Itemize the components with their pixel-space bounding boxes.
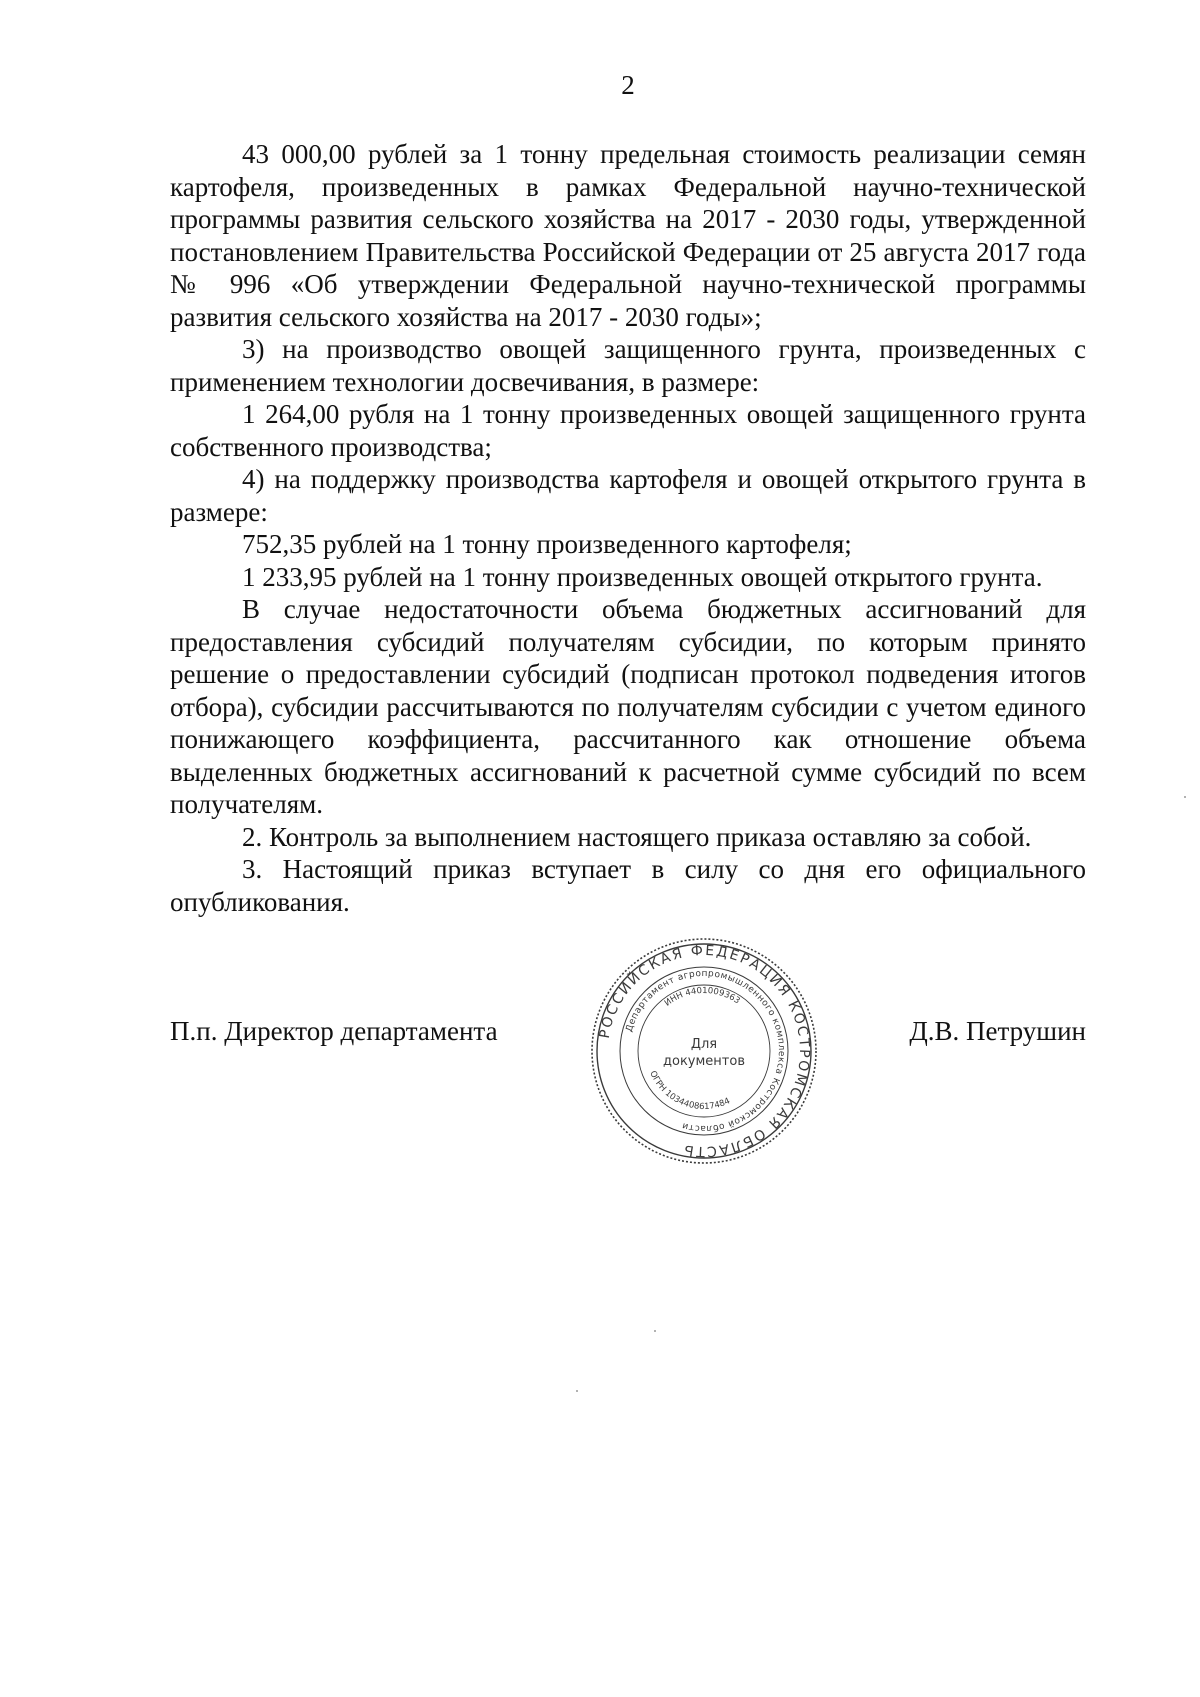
paragraph-greenhouse-vegetables: 3) на производство овощей защищенного грунта, произведенных с применением технологии досвечивания, в размере:: [170, 334, 1086, 397]
stamp-center-line1: Для: [690, 1037, 718, 1052]
paragraph-seed-potato-price: 43 000,00 рублей за 1 тонну предельная стоимость реализации семян картофеля, произведенных в рамках Федеральной научно-технической программы развития сельского хозяйства на 2017 - 2030 годы, утвержденной постановлением Правительства Российской Федерации от 25 августа 2017 года № 996 «Об утверждении Федеральной научно-технической программы развития сельского хозяйства на 2017 - 2030 годы»;: [170, 139, 1086, 332]
stamp-inn-text: ИНН 4401009363: [662, 985, 742, 1009]
paragraph-open-vegetables-rate: 1 233,95 рублей на 1 тонну произведенных овощей открытого грунта.: [242, 561, 1043, 592]
official-stamp: [588, 935, 820, 1167]
stamp-center-line2: документов: [663, 1054, 745, 1069]
signatory-name: Д.В. Петрушин: [909, 1016, 1086, 1046]
paragraph-potato-rate: 752,35 рублей на 1 тонну произведенного картофеля;: [242, 529, 852, 559]
paragraph-budget-shortfall: В случае недостаточности объема бюджетных ассигнований для предоставления субсидий получателям субсидии, по которым принято решение о предоставлении субсидий (подписан протокол подведения итогов отбора), субсидии рассчитываются по получателям субсидии с учетом единого понижающего коэффициента, рассчитанного как отношение объема выделенных бюджетных ассигнований к расчетной сумме субсидий по всем получателям.: [170, 594, 1086, 819]
paragraph-greenhouse-rate: 1 264,00 рубля на 1 тонну произведенных овощей защищенного грунта собственного производства;: [170, 399, 1086, 462]
document-body: [170, 138, 1086, 918]
stamp-inner-ring-text: Департамент агропромышленного комплекса Костромской области: [624, 968, 787, 1134]
paragraph-control: 2. Контроль за выполнением настоящего приказа оставляю за собой.: [242, 821, 1032, 852]
stamp-seal-graphic: [588, 935, 820, 1167]
signatory-position: П.п. Директор департамента: [170, 1016, 498, 1046]
stamp-outer-ring-text: РОССИЙСКАЯ ФЕДЕРАЦИЯ КОСТРОМСКАЯ ОБЛАСТЬ: [596, 942, 813, 1160]
scan-speck: [576, 1390, 578, 1392]
paragraph-open-ground-support: 4) на поддержку производства картофеля и овощей открытого грунта в размере:: [170, 464, 1086, 527]
paragraph-entry-into-force: 3. Настоящий приказ вступает в силу со дня его официального опубликования.: [170, 854, 1086, 917]
stamp-ogrn-text: ОГРН 1034408617484: [647, 1069, 732, 1113]
scan-speck: [1184, 796, 1186, 798]
page-number: 2: [621, 70, 635, 100]
scan-speck: [654, 1330, 656, 1332]
